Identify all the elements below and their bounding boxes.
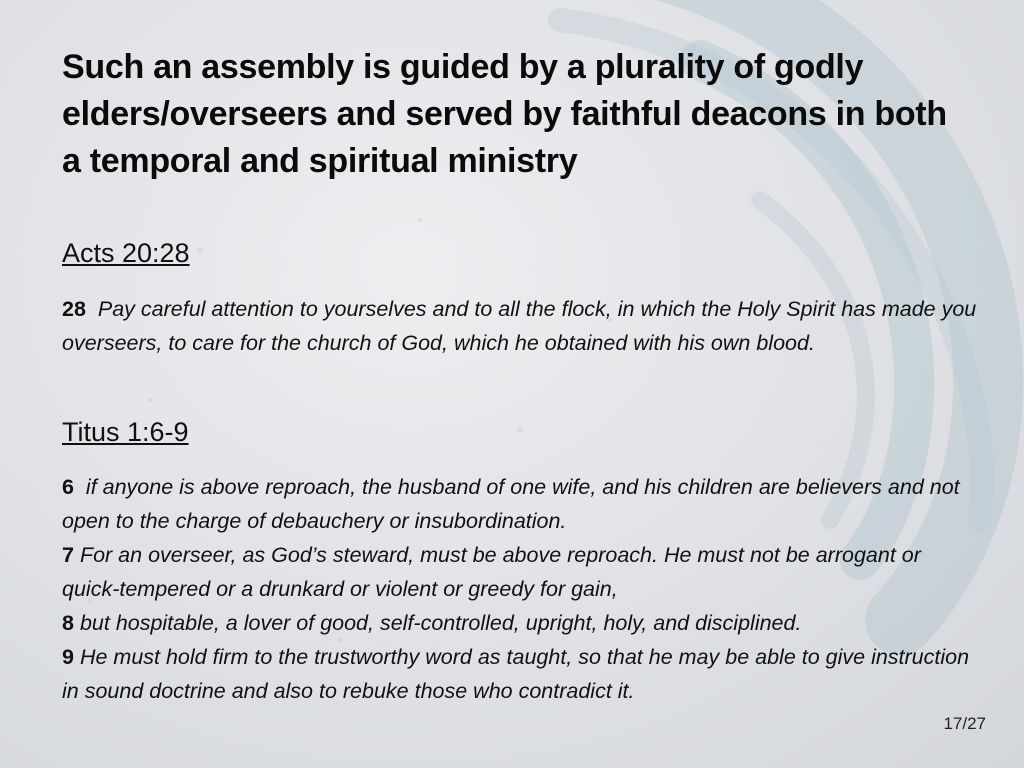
verse-number: 9 (62, 645, 74, 669)
verse-7 (62, 538, 982, 606)
page-number: 17/27 (943, 714, 986, 733)
verse-text: but hospitable, a lover of good, self-controlled, upright, holy, and disciplined. (79, 611, 802, 635)
verse-8 (62, 606, 982, 640)
passage-reference-titus: Titus 1:6-9 (62, 417, 189, 447)
verse-number: 8 (62, 611, 74, 635)
passage-titus-verses (62, 470, 982, 708)
verse-9 (62, 640, 982, 708)
slide-title: Such an assembly is guided by a plurality of godly elders/overseers and served by faithful deacons in both a temporal and spiritual ministry (62, 48, 947, 180)
verse-text: For an overseer, as God’s steward, must be above reproach. He must not be arrogant or quick-tempered or a drunkard or violent or greedy for gain, (62, 543, 921, 601)
passage-acts-verses (62, 292, 982, 360)
verse-text: He must hold firm to the trustworthy word as taught, so that he may be able to give instruction in sound doctrine and also to rebuke those who contradict it. (62, 645, 970, 703)
verse-number: 28 (62, 297, 86, 321)
verse-number: 7 (62, 543, 74, 567)
verse-number: 6 (62, 475, 74, 499)
verse-6 (62, 470, 982, 538)
verse-text: if anyone is above reproach, the husband of one wife, and his children are believers and not open to the charge of debauchery or insubordination. (62, 475, 960, 533)
verse-text: Pay careful attention to yourselves and to all the flock, in which the Holy Spirit has made you overseers, to care for the church of God, which he obtained with his own blood. (62, 297, 977, 355)
passage-reference-acts: Acts 20:28 (62, 238, 190, 268)
verse-28 (62, 292, 982, 360)
